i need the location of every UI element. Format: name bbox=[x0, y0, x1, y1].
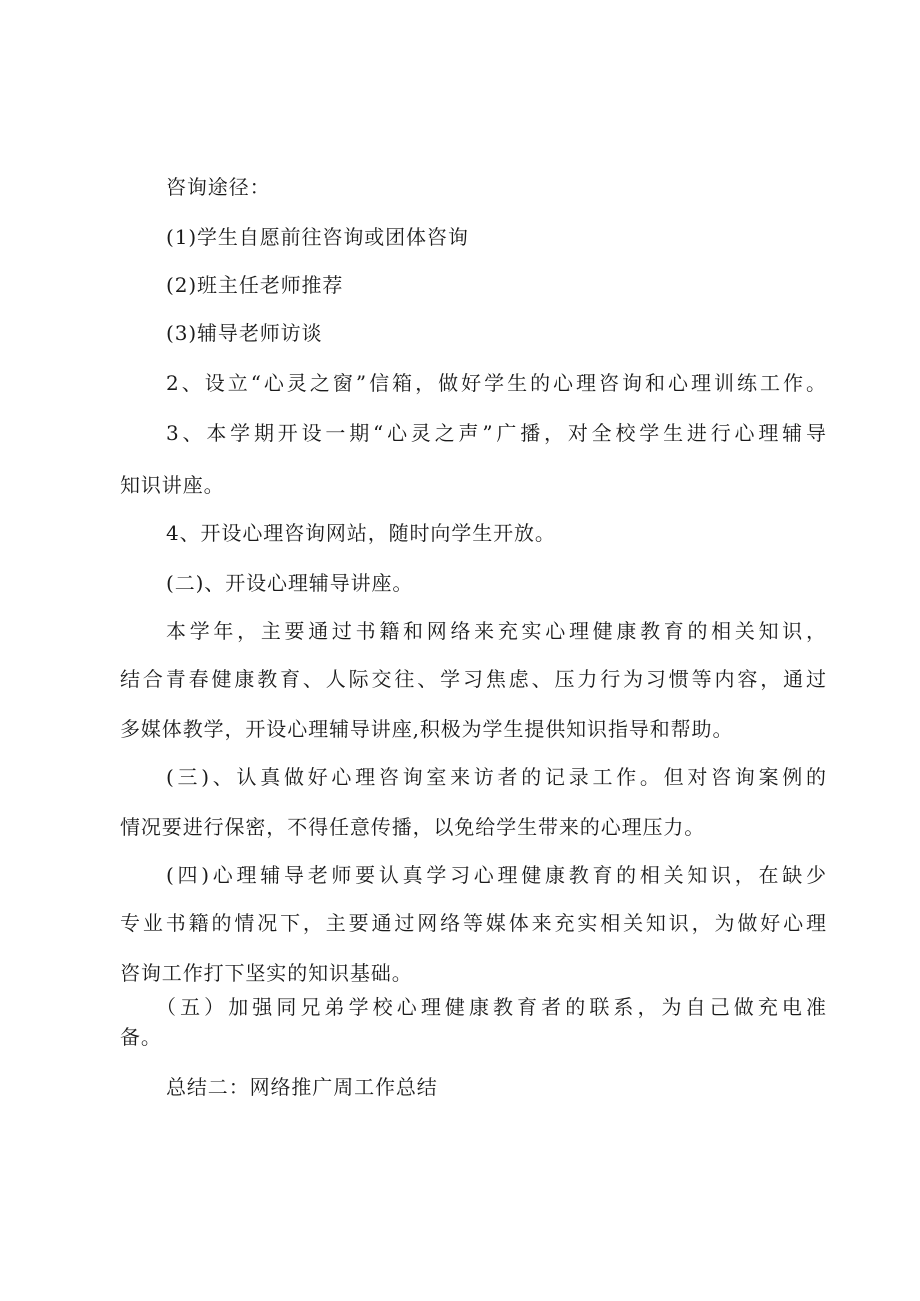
section-2-line-3: 多媒体教学，开设心理辅导讲座,积极为学生提供知识指导和帮助。 bbox=[120, 717, 734, 741]
section-2-heading: (二)、开设心理辅导讲座。 bbox=[166, 571, 414, 595]
section-2-line-2: 结合青春健康教育、人际交往、学习焦虑、压力行为习惯等内容，通过 bbox=[120, 667, 826, 691]
paragraph-3-line-1: 3、本学期开设一期“心灵之声”广播，对全校学生进行心理辅导 bbox=[166, 421, 826, 445]
consult-route-heading: 咨询途径： bbox=[166, 175, 271, 199]
paragraph-2: 2、设立“心灵之窗”信箱，做好学生的心理咨询和心理训练工作。 bbox=[166, 371, 826, 395]
paragraph-4: 4、开设心理咨询网站，随时向学生开放。 bbox=[166, 521, 556, 545]
section-5-line-2: 备。 bbox=[120, 1025, 162, 1049]
paragraph-3-line-2: 知识讲座。 bbox=[120, 473, 225, 497]
section-3-line-2: 情况要进行保密，不得任意传播，以免给学生带来的心理压力。 bbox=[120, 815, 706, 839]
section-4-line-3: 咨询工作打下坚实的知识基础。 bbox=[120, 961, 413, 985]
route-item-2: (2)班主任老师推荐 bbox=[166, 273, 344, 297]
section-4-line-2: 专业书籍的情况下，主要通过网络等媒体来充实相关知识，为做好心理 bbox=[120, 911, 826, 935]
summary-two-heading: 总结二：网络推广周工作总结 bbox=[166, 1075, 438, 1099]
route-item-3: (3)辅导老师访谈 bbox=[166, 321, 323, 345]
section-2-line-1: 本学年，主要通过书籍和网络来充实心理健康教育的相关知识， bbox=[166, 619, 826, 643]
section-3-line-1: (三)、认真做好心理咨询室来访者的记录工作。但对咨询案例的 bbox=[166, 765, 826, 789]
section-5-line-1: （五）加强同兄弟学校心理健康教育者的联系，为自己做充电准 bbox=[156, 995, 826, 1019]
route-item-1: (1)学生自愿前往咨询或团体咨询 bbox=[166, 225, 469, 249]
section-4-line-1: (四)心理辅导老师要认真学习心理健康教育的相关知识，在缺少 bbox=[166, 863, 826, 887]
